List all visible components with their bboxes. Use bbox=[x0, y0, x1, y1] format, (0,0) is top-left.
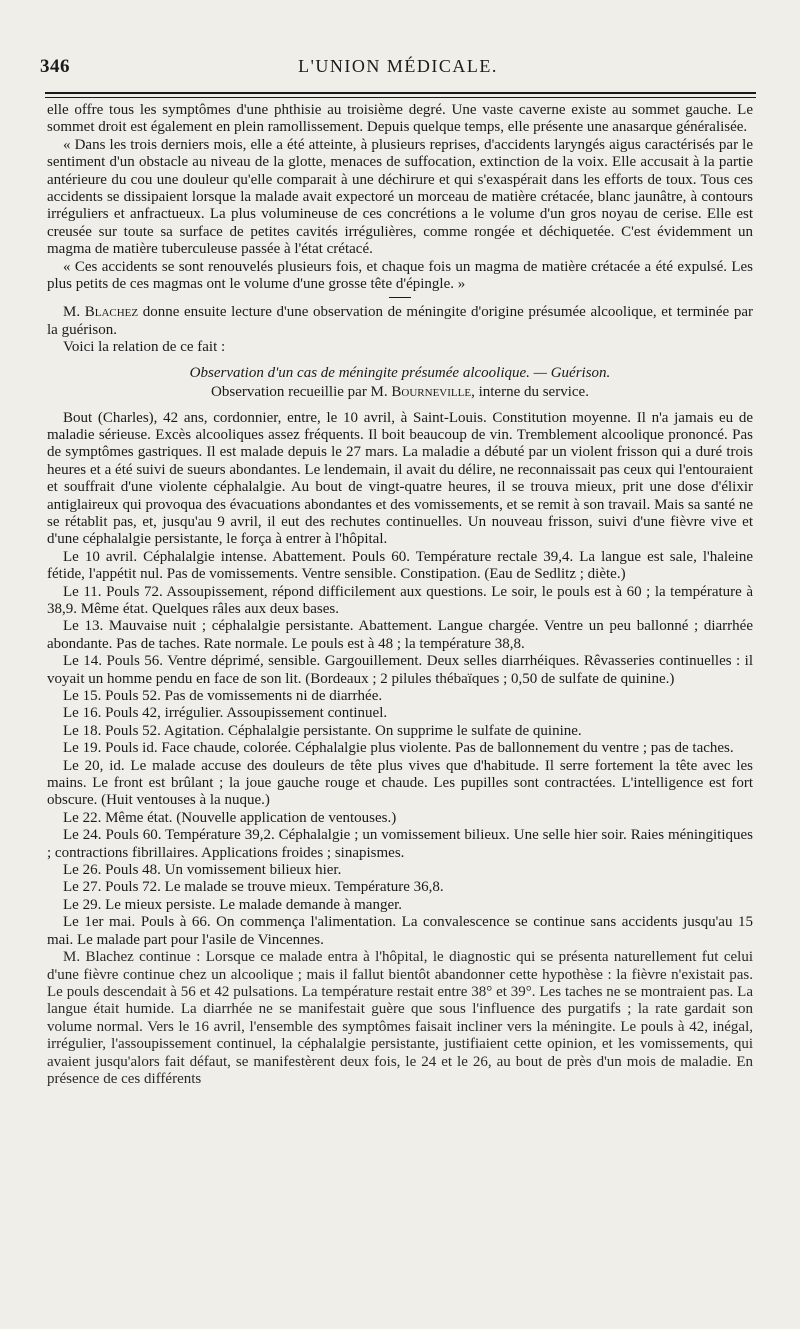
case-entry: Le 13. Mauvaise nuit ; céphalalgie persistante. Abattement. Langue chargée. Ventre un peu ballonné ; diarrhée abondante. Pas de taches. Rate normale. Le pouls est à 48 ; la température 38,8. bbox=[47, 618, 753, 652]
case-entry: Le 10 avril. Céphalalgie intense. Abattement. Pouls 60. Température rectale 39,4. La langue est sale, l'haleine fétide, l'appétit nul. Pas de vomissements. Ventre sensible. Constipation. (Eau de Sedlitz ; diète.) bbox=[47, 548, 753, 583]
case-entry: Le 11. Pouls 72. Assoupissement, répond difficilement aux questions. Le soir, le pouls est à 60 ; la température à 38,9. Même état. Quelques râles aux deux bases. bbox=[47, 583, 753, 617]
case-entry: Le 14. Pouls 56. Ventre déprimé, sensible. Gargouillement. Deux selles diarrhéiques. Rêvasseries continuelles : il voyait un homme pendu en face de son lit. (Bordeaux ; 2 pilules thébaïques ; 0,50 de sulfate de quinine.) bbox=[47, 653, 753, 687]
section-separator bbox=[389, 297, 411, 298]
discussion-paragraph: M. Blachez continue : Lorsque ce malade entra à l'hôpital, le diagnostic qui se présenta naturellement fut celui d'une fièvre continue chez un alcoolique ; mais il fallut bientôt abandonner cette hypothèse : la fièvre n'existait pas. Le pouls descendait à 56 et 42 pulsations. La température restait entre 38° et 39°. Les taches ne se montraient pas. La langue était humide. La diarrhée ne se manifestait guère que sous l'influence des purgatifs ; la rate gardait son volume normal. Vers le 16 avril, l'ensemble des symptômes faisait incliner vers la méningite. Le pouls à 42, inégal, irrégulier, l'assoupissement continuel, la céphalalgie persistante, justifiaient cette opinion, et les vomissements, qui avaient jusqu'alors fait défaut, se manifestèrent deux fois, le 24 et le 26, au bout de près d'un mois de maladie. En présence de ces différents bbox=[47, 949, 753, 1087]
case-entry: Le 20, id. Le malade accuse des douleurs de tête plus vives que d'habitude. Il serre fortement la tête avec les mains. Le front est brûlant ; la joue gauche rouge et chaude. Les pupilles sont contractées. L'intelligence est fort obscure. (Huit ventouses à la nuque.) bbox=[47, 757, 753, 809]
observation-title: Observation d'un cas de méningite présumée alcoolique. — Guérison. bbox=[189, 364, 611, 381]
case-entry: Le 24. Pouls 60. Température 39,2. Céphalalgie ; un vomissement bilieux. Une selle hier soir. Raies méningitiques ; contractions fibrillaires. Applications froides ; sinapismes. bbox=[47, 827, 753, 861]
paragraph: elle offre tous les symptômes d'une phthisie au troisième degré. Une vaste caverne existe au sommet gauche. Le sommet droit est également en plein ramollissement. Depuis quelque temps, elle présente une anasarque généralisée. bbox=[47, 102, 753, 136]
case-entry: Le 26. Pouls 48. Un vomissement bilieux hier. bbox=[63, 862, 342, 879]
case-entry: Le 1er mai. Pouls à 66. On commença l'alimentation. La convalescence se continue sans accidents jusqu'au 15 mai. Le malade part pour l'asile de Vincennes. bbox=[47, 914, 753, 948]
intro-voici: Voici la relation de ce fait : bbox=[63, 339, 226, 356]
obs-sub-name: Bourneville bbox=[391, 384, 472, 401]
case-entry: Le 29. Le mieux persiste. Le malade demande à manger. bbox=[63, 896, 403, 913]
case-entry: Le 19. Pouls id. Face chaude, colorée. Céphalalgie plus violente. Pas de ballonnement du ventre ; pas de taches. bbox=[63, 740, 734, 757]
paragraph: « Dans les trois derniers mois, elle a été atteinte, à plusieurs reprises, d'accidents laryngés aigus caractérisés par le sentiment d'un obstacle au niveau de la glotte, menaces de suffocation, extinction de la voix. Elle accusait à la partie antérieure du cou une douleur qu'elle comparait à une déchirure et qui s'exaspérait dans les efforts de toux. Tous ces accidents se dissipaient lorsque la malade avait expectoré un morceau de matière crétacée, blanc jaunâtre, à contours irréguliers et anfractueux. La plus volumineuse de ces concrétions a le volume d'un gros noyau de cerise. Elle est creusée sur toute sa surface de petites cavités irrégulières, comme rongée et déchiquetée. C'est évidemment un magma de matière tuberculeuse passée à l'état crétacé. bbox=[47, 136, 753, 258]
case-entry: Le 15. Pouls 52. Pas de vomissements ni de diarrhée. bbox=[63, 688, 383, 704]
page-number: 346 bbox=[40, 56, 70, 77]
paragraph: « Ces accidents se sont renouvelés plusieurs fois, et chaque fois un magma de matière crétacée a été expulsé. Les plus petits de ces magmas ont le volume d'une grosse tête d'épingle. » bbox=[47, 258, 753, 293]
speaker-name: Blachez bbox=[84, 304, 139, 321]
intro-text: donne ensuite lecture d'une observation de méningite d'origine présumée alcoolique, et terminée par la guérison. bbox=[47, 304, 753, 338]
case-entry: Le 18. Pouls 52. Agitation. Céphalalgie persistante. On supprime le sulfate de quinine. bbox=[63, 722, 582, 739]
observation-subtitle bbox=[47, 384, 753, 401]
speaker-prefix: M. bbox=[63, 304, 85, 321]
case-entry: Le 27. Pouls 72. Le malade se trouve mieux. Température 36,8. bbox=[63, 879, 444, 896]
case-entry: Le 16. Pouls 42, irrégulier. Assoupissement continuel. bbox=[63, 705, 388, 722]
intro-paragraph bbox=[47, 304, 753, 339]
case-paragraph: Bout (Charles), 42 ans, cordonnier, entre, le 10 avril, à Saint-Louis. Constitution moyenne. Il n'a jamais eu de maladie sérieuse. Excès alcooliques assez fréquents. Il boit beaucoup de vin. Tremblement alcoolique prononcé. Pas de symptômes gastriques. Il est malade depuis le 27 mars. La maladie a débuté par un violent frisson qui a duré trois heures et a été suivi de sueurs abondantes. Le lendemain, il avait du délire, ne reconnaissait pas ceux qui l'entouraient et souffrait d'une violente céphalalgie. Au bout de vingt-quatre heures, il se trouva mieux, prit une dose d'élixir antiglaireux qui provoqua des évacuations abondantes et des vomissements, et se remit à son travail. Mais sa santé ne se rétablit pas, et, jusqu'au 9 avril, il eut des rechutes continuelles. Un nouveau frisson, suivi d'une fièvre vive et d'une céphalalgie persistante, le força à entrer à l'hôpital. bbox=[47, 409, 753, 548]
page-body bbox=[47, 102, 753, 1088]
obs-sub-prefix: Observation recueillie par M. bbox=[211, 384, 392, 401]
header-rule bbox=[45, 92, 756, 98]
obs-sub-suffix: , interne du service. bbox=[471, 384, 589, 401]
page-header bbox=[40, 56, 756, 86]
case-entry: Le 22. Même état. (Nouvelle application de ventouses.) bbox=[63, 809, 397, 826]
running-title: L'UNION MÉDICALE. bbox=[298, 56, 498, 76]
